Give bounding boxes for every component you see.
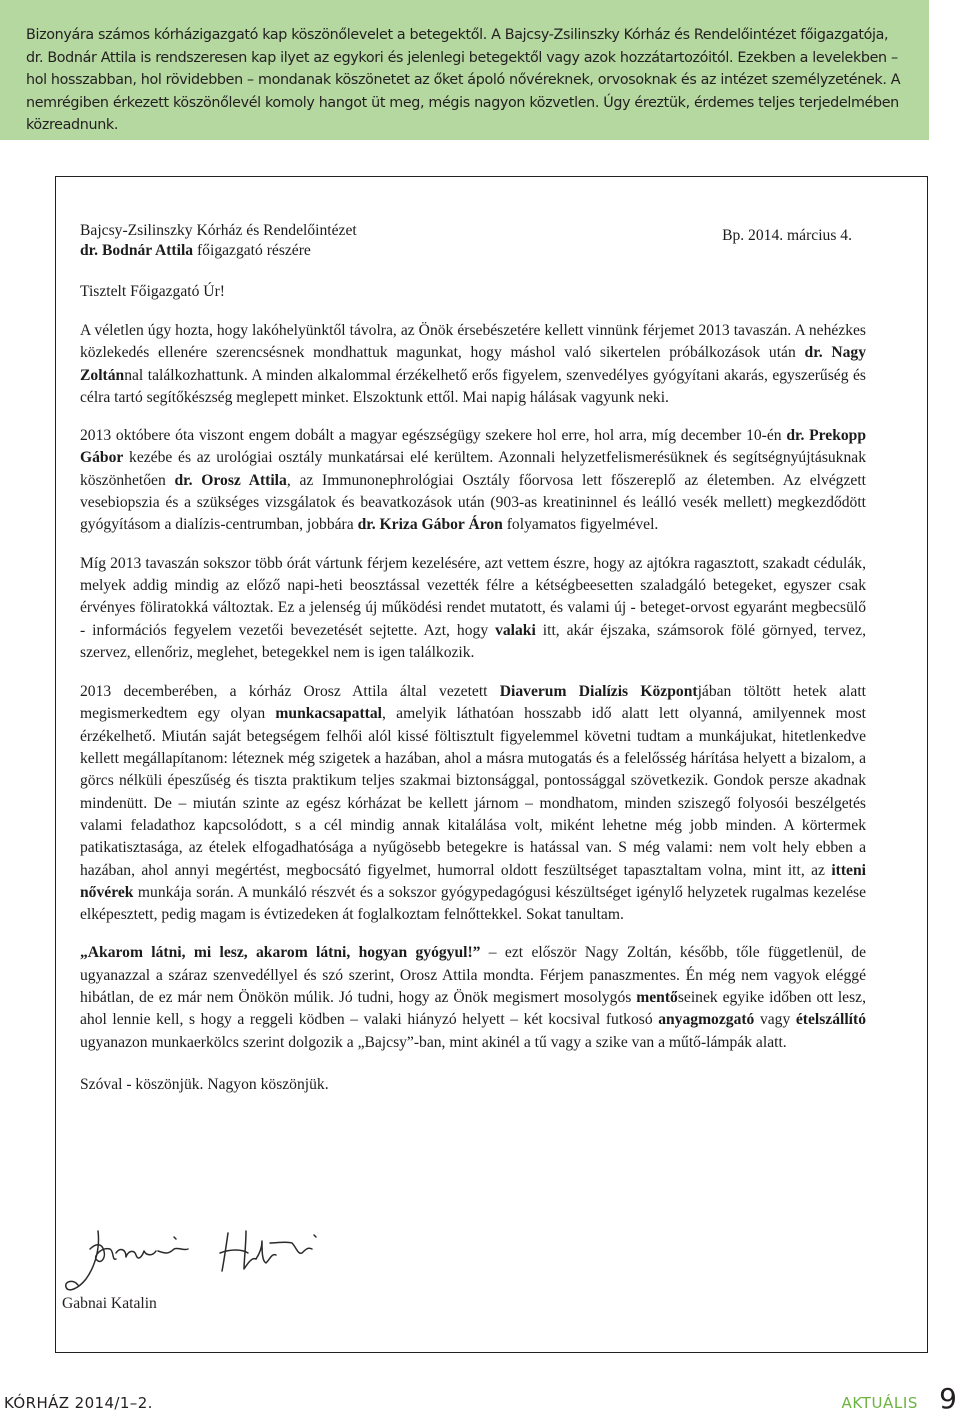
p2-text-a: 2013 októbere óta viszont engem dobált a magyar egészségügy szekere hol erre, hol arra, míg december 10-én (80, 427, 787, 445)
p5-bold-anyagmozgato: anyagmozgató (658, 1011, 755, 1029)
letter-date: Bp. 2014. március 4. (722, 227, 852, 244)
paragraph-3 (80, 553, 866, 664)
p2-text-e: , az Immunonephrológiai Osztály főorvosa lett főszereplő az életemben. Az elvégzett vesebiopszia és a szükséges vizsgálatok és beavatkozások után (903-as kreatininnel és leálló vesék mellett) megkezdődött gyógyításom a dialízis-centrumban, jobbára (80, 471, 866, 534)
p1-text-a: A véletlen úgy hozta, hogy lakóhelyünktől távolra, az Önök érsebészetére kellett vinnünk férjemet 2013 tavaszán. A nehézkes közlekedés ellenére szerencsésnek mondhattuk magunkat, hogy máshol való sikertelen próbálkozások után (80, 322, 866, 362)
p2-text-g: folyamatos figyelmével. (502, 516, 659, 534)
p3-bold-valaki: valaki (495, 621, 536, 639)
paragraph-2 (80, 425, 866, 536)
p1-name-nagy-zoltan: dr. Nagy Zoltán (80, 344, 866, 384)
p4-text-a: 2013 decemberében, a kórház Orosz Attila által vezetett (80, 683, 500, 701)
intro-box (0, 0, 929, 140)
p3-text-c: itt, akár éjszaka, számsorok fölé görnyed, tervez, szervez, ellenőriz, meglehet, betegekkel nem is igen találkozik. (80, 621, 866, 661)
p4-text-c: jában töltött hetek alatt megismerkedtem egy olyan (80, 683, 866, 723)
p1-text-c: nal találkozhattunk. A minden alkalommal érzékelhető erős figyelem, szenvedélyes gyógyítani akarás, egyszerűség és célra tartó segítőkészség meglepett minket. Elszoktunk ettől. Mai napig hálásak vagyunk neki. (80, 366, 866, 406)
signature-block (56, 1213, 356, 1323)
p4-bold-diaverum: Diaverum Dialízis Központ (499, 683, 698, 701)
p2-name-prekopp: dr. Prekopp Gábor (80, 427, 867, 467)
section-label: AKTUÁLIS (841, 1394, 918, 1412)
p3-text-a: Míg 2013 tavaszán sokszor több órát vártunk férjem kezelésére, azt vettem észre, hogy az ajtókra ragasztott, szakadt cédulák, melyek addig mindig az előző napi-heti beosztással vezették félre a kétségbeesetten szaladgáló betegeket, egyszer csak érvényes föliratokká változtak. Ez a jelenség új működési rendet mutatott, és valami új - beteget-orvost egyaránt megbecsülő - információs fegyelem vezetői bevezetését sejtette. Azt, hogy (80, 554, 866, 639)
letter-scan-frame (55, 176, 928, 1353)
page-number: 9 (939, 1382, 957, 1415)
recipient-name: dr. Bodnár Attila (80, 242, 194, 259)
letter-greeting: Tisztelt Főigazgató Úr! (80, 283, 225, 300)
p4-text-e: , amelyik láthatóan hosszabb idő alatt lett olyanná, amilyennek most érzékelhető. Miután saját betegségem felhői alól kissé föltisztult figyelemmel követni tudtam a munkájukat, hitetlenkedve kellett megállapítanom: léteznek még szigetek a hazában, ahol a másra mutogatás és a felelősség hárítása helyett a bizalom, a görcs nélküli épeszűség és tiszta praktikum teljes szakmai biztonsággal, pontossággal szövetkezik. Gondok persze akadnak mindenütt. De – miután szinte az egész kórházat be kellett járnom – mondhatom, minden sziszegő folyosói beszélgetés valami feladathoz kapcsolódott, s a cél mindig annak kitalálása volt, miként lehetne még jobb minden. A körtermek patikatisztasága, az ételek elfogadhatósága a nyűgösebb betegekre is hatással van. S még valami: nem volt hely ebben a hazában, ahol annyi megértést, megbocsátó figyelmet, humorral oldott feszültséget tapasztaltam volna, mint itt, az (80, 705, 866, 879)
paragraph-5 (80, 942, 866, 1053)
letter-body (80, 221, 866, 1096)
p2-name-kriza: dr. Kriza Gábor Áron (357, 516, 503, 534)
p4-text-g: munkája során. A munkáló részvét és a sokszor gyógypedagógusi készültséget igénylő helyzetek rugalmas kezelése elképesztett, pedig magam is évtizedeken át foglalkoztam felnőttekkel. Sokat tanultam. (80, 883, 866, 924)
letter-header (80, 221, 866, 261)
p5-text-b: – ezt először Nagy Zoltán, később, tőle függetlenül, de ugyanazzal a száraz szenvedéllyel és szó szerint, Orosz Attila mondta. Férjem panaszmentes. Én még nem vagyok eléggé hibátlan, de ez már nem Önökön múlik. Jó tudni, hogy az Önök megismert mosolygós (80, 944, 866, 1007)
p5-text-d: seinek egyike időben ott lesz, ahol lennie kell, s hogy a reggeli ködben – valaki hiányzó helyett – két kocsival futkosó (80, 989, 866, 1029)
intro-text: Bizonyára számos kórházigazgató kap köszönőlevelet a betegektől. A Bajcsy-Zsilinszky Kórház és Rendelőintézet főigazgatója, dr. Bodnár Attila is rendszeresen kap ilyet az egykori és jelenlegi betegektől vagy azok hozzátartozóitól. Ezekben a levelekben – hol hosszabban, hol rövidebben – mondanak köszönetet az őket ápoló nővéreknek, orvosoknak és az intézet személyzetének. A nemrégiben érkezett köszönőlevél komoly hangot üt meg, mégis nagyon közvetlen. Úgy éreztük, érdemes teljes terjedelmében közreadnunk. (26, 27, 901, 134)
signer-name: Gabnai Katalin (62, 1295, 157, 1312)
p5-bold-mento: mentő (636, 989, 678, 1007)
recipient-title: főigazgató részére (193, 242, 311, 259)
p5-bold-quote: „Akarom látni, mi lesz, akarom látni, hogyan gyógyul!” (80, 944, 481, 962)
recipient-person (80, 241, 357, 261)
p2-text-c: kezébe és az urológiai osztály munkatársai elé kerültem. Azonnali helyzetfelismerésüknek és segítségnyújtásuknak köszönhetően (80, 449, 866, 489)
p5-text-h: ugyanazon munkaerkölcs szerint dolgozik a „Bajcsy”-ban, mint akinél a tű vagy a szike van a műtő-lámpák alatt. (80, 1033, 787, 1051)
paragraph-4 (80, 681, 866, 926)
p5-text-f: vagy (754, 1011, 796, 1029)
publication-info: KÓRHÁZ 2014/1–2. (4, 1394, 153, 1412)
p2-name-orosz: dr. Orosz Attila (174, 471, 287, 489)
letter-recipient (80, 221, 357, 261)
p4-bold-itteni-novérek: itteni nővérek (80, 861, 866, 901)
paragraph-1 (80, 320, 866, 409)
recipient-institution: Bajcsy-Zsilinszky Kórház és Rendelőintézet (80, 222, 357, 239)
p4-bold-munkacsapattal: munkacsapattal (275, 705, 382, 723)
letter-closing: Szóval - köszönjük. Nagyon köszönjük. (80, 1075, 329, 1093)
p5-bold-etelszallito: ételszállító (795, 1011, 866, 1029)
handwritten-signature (56, 1213, 346, 1303)
